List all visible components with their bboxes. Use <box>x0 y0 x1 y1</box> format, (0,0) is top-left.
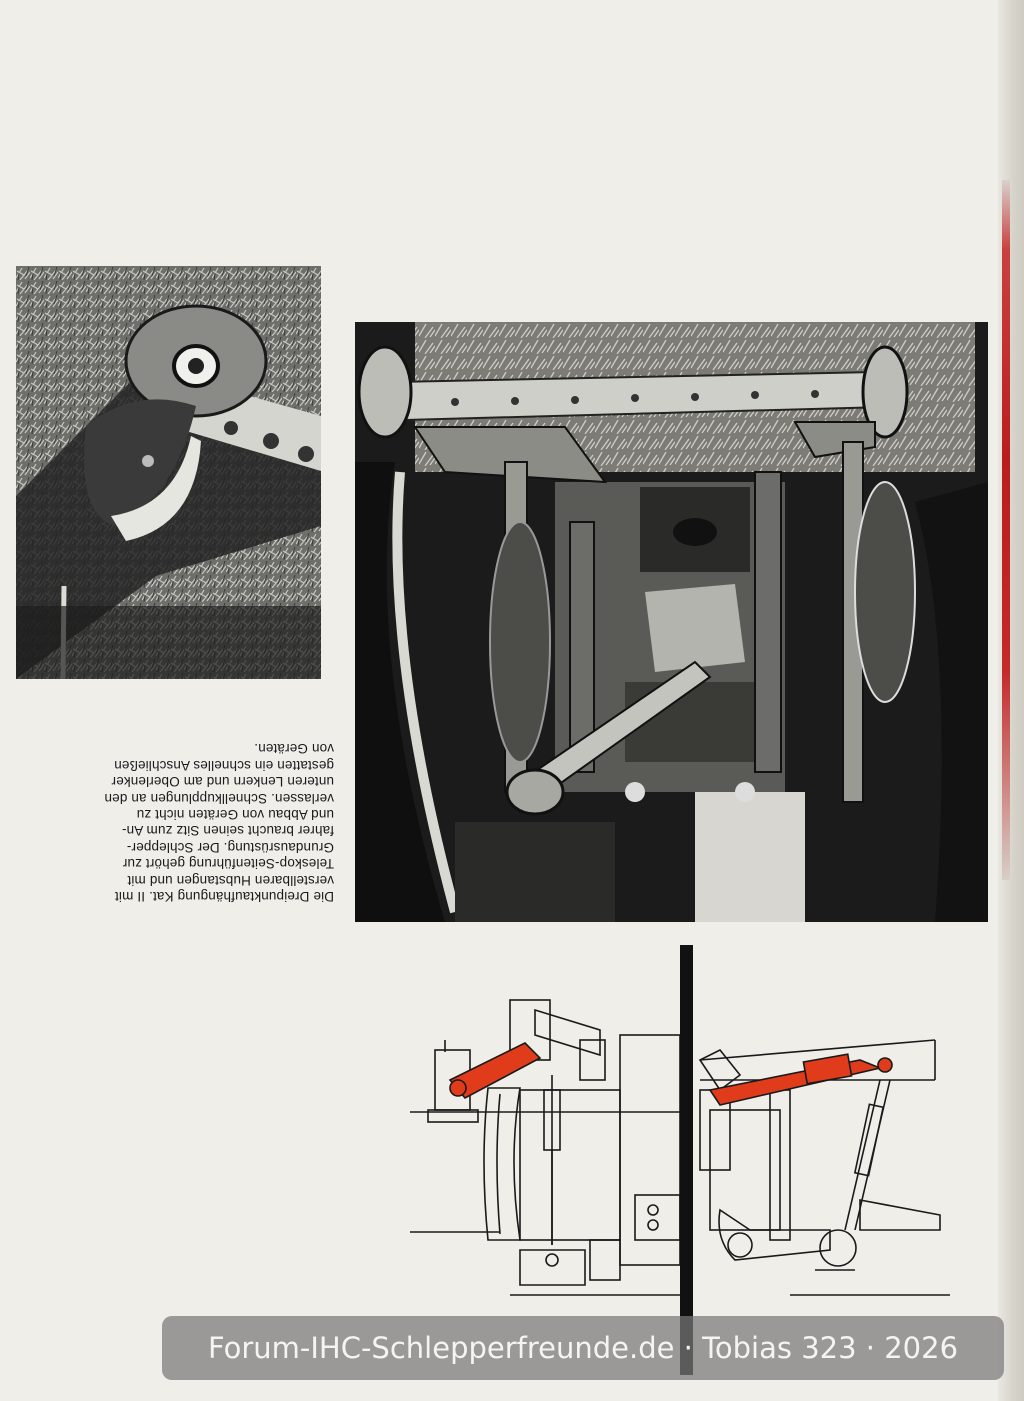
caption-line: gestatten ein schnelles Anschließen <box>114 757 334 773</box>
caption-line: verlassen. Schnellkupplungen an den <box>104 790 334 806</box>
mower-photo <box>16 266 321 679</box>
caption-line: unteren Lenkern und am Oberlenker <box>111 774 334 790</box>
watermark-text: Forum-IHC-Schlepperfreunde.de · Tobias 323 · 2026 <box>207 1331 959 1365</box>
three-point-hitch-photo <box>355 322 988 922</box>
caption-line: Die Dreipunktaufhängung Kat. II mit <box>114 889 334 905</box>
caption-line: von Geräten. <box>254 741 334 757</box>
caption-line: und Abbau von Geräten nicht zu <box>136 807 334 823</box>
caption-line: verstellbaren Hubstangen und mit <box>127 872 334 888</box>
watermark-banner <box>162 1316 1004 1380</box>
caption-line: fahrer braucht seinen Sitz zum An- <box>121 823 334 839</box>
caption-line: Teleskop-Seitenführung gehört zur <box>122 856 334 872</box>
caption-text-block <box>14 740 334 904</box>
diagram-divider-bar <box>680 945 693 1375</box>
caption-line: Grundausrüstung. Der Schlepper- <box>126 839 334 855</box>
red-edge-strip <box>1002 180 1010 880</box>
